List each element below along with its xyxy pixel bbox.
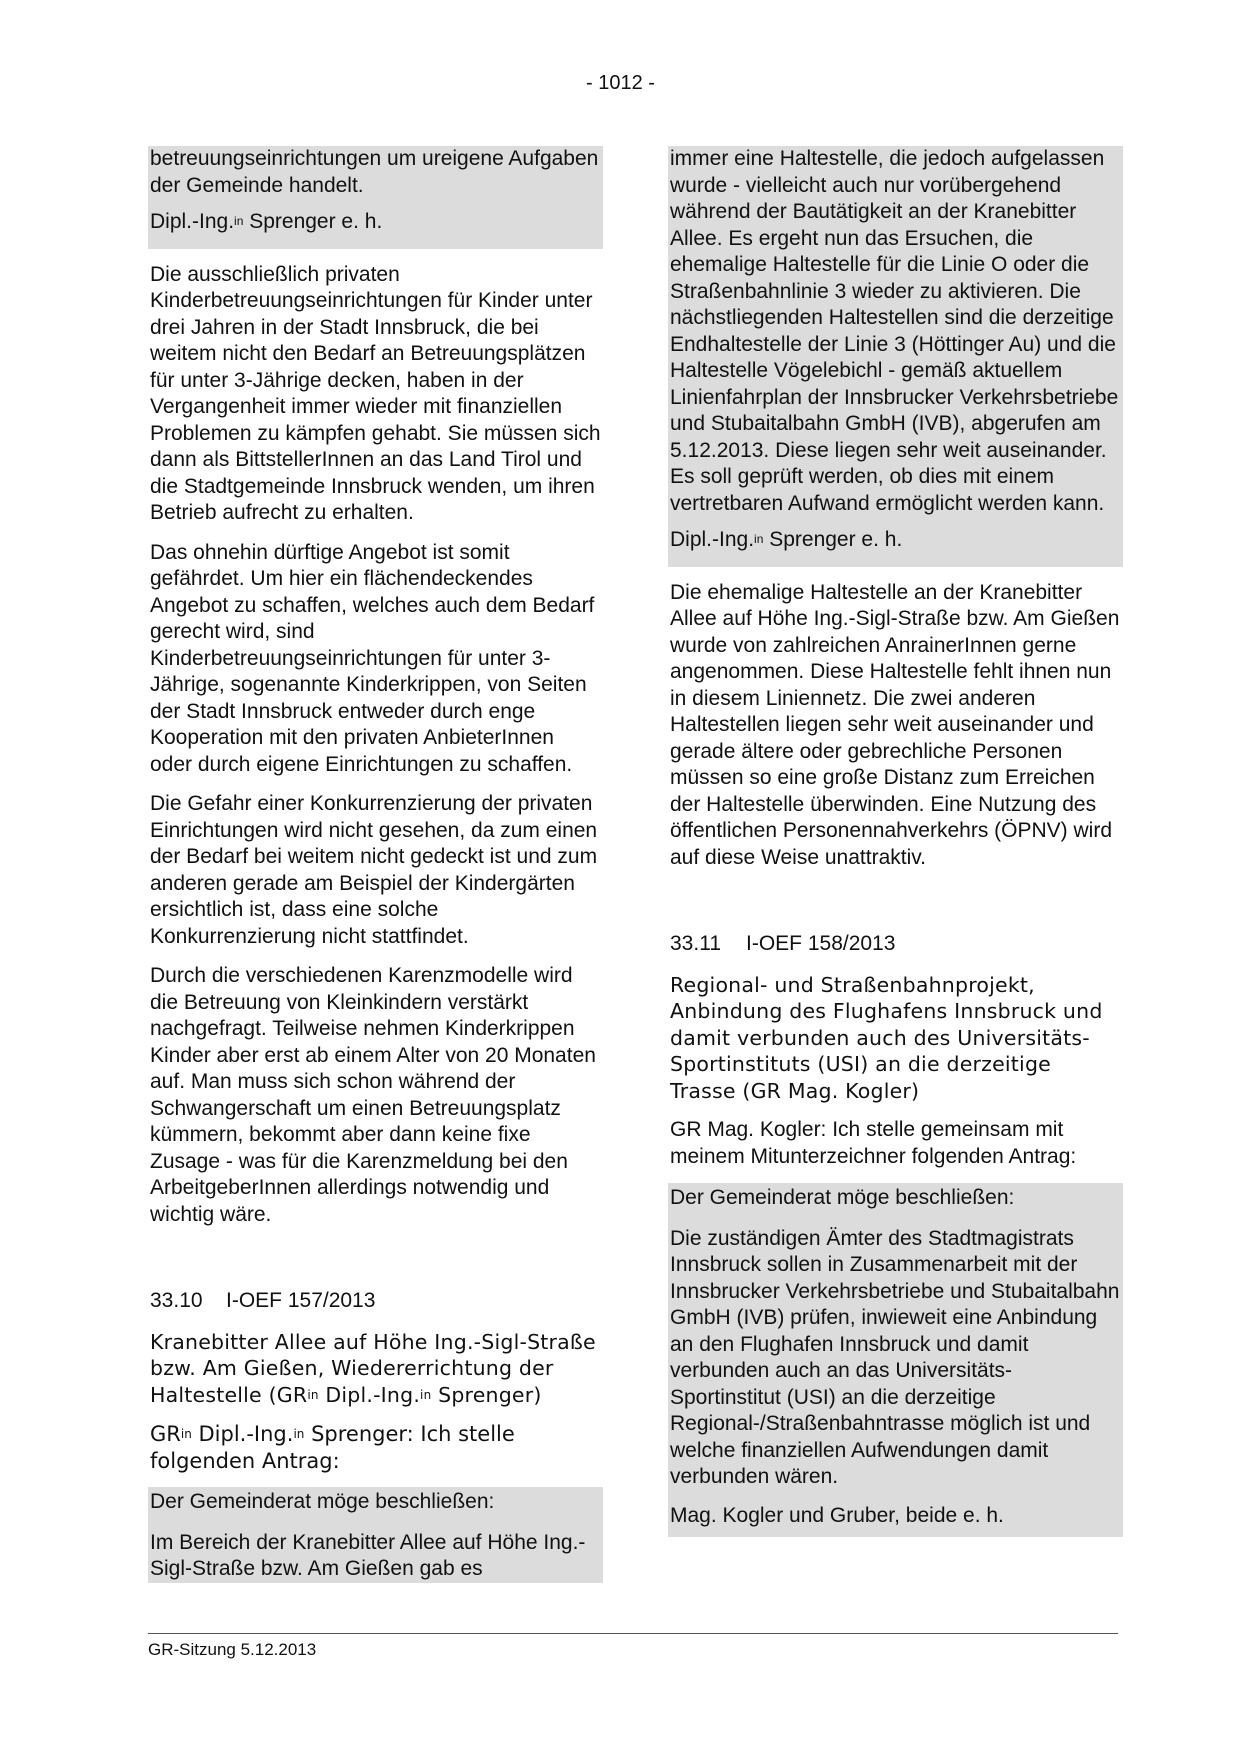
left-column — [148, 146, 603, 1596]
agenda-item-number: 33.10 — [150, 1289, 203, 1312]
justification-paragraph-1: Die ausschließlich privaten Kinderbetreuungseinrichtungen für Kinder unter drei Jahren in der Stadt Innsbruck, die bei weitem nicht den Bedarf an Betreuungsplätzen für unter 3-Jährige decken, haben in der Vergangenheit immer wieder mit finanziellen Problemen zu kämpfen gehabt. Sie müssen sich dann als BittstellerInnen an das Land Tirol und die Stadtgemeinde Innsbruck wenden, um ihren Betrieb aufrecht zu erhalten. — [150, 262, 601, 524]
right-column — [668, 146, 1123, 1550]
motion-text: Im Bereich der Kranebitter Allee auf Höhe Ing.-Sigl-Straße bzw. Am Gießen gab es — [148, 1518, 603, 1583]
agenda-item-title: Kranebitter Allee auf Höhe Ing.-Sigl-Straße bzw. Am Gießen, Wiedererrichtung der Haltestelle ($GR^{in}$ Dipl.-Ing.$^{in}$ Sprenger) — [150, 1329, 596, 1407]
councillor-statement: $GR^{in}$ Dipl.-Ing.$^{in}$ Sprenger: Ich stelle folgenden Antrag: — [150, 1422, 515, 1473]
continued-text-shaded: betreuungseinrichtungen um ureigene Aufgaben der Gemeinde handelt. — [148, 146, 603, 199]
agenda-item-code: I-OEF 157/2013 — [226, 1289, 376, 1312]
signature-sprenger-right: Dipl.-Ing.$^{in}$ Sprenger e. h. — [668, 517, 1123, 567]
motion-header: Der Gemeinderat möge beschließen: — [148, 1487, 603, 1518]
footer-session-date: GR-Sitzung 5.12.2013 — [148, 1640, 317, 1659]
motion-header-right: Der Gemeinderat möge beschließen: — [668, 1183, 1123, 1214]
motion-text-right: Die zuständigen Ämter des Stadtmagistrats Innsbruck sollen in Zusammenarbeit mit der Innsbrucker Verkehrsbetriebe und Stubaitalbahn GmbH (IVB) prüfen, inwieweit eine Anbindung an den Flughafen Innsbruck und damit verbunden auch an das Universitäts-Sportinstitut (USI) an die derzeitige Regional-/Straßenbahntrasse möglich ist und welche finanziellen Aufwendungen damit verbunden wären. — [668, 1214, 1123, 1491]
footer-rule — [148, 1633, 1118, 1634]
agenda-item-title-right: Regional- und Straßenbahnprojekt, Anbindung des Flughafens Innsbruck und damit verbunden auch des Universitäts-Sportinstituts (USI) an die derzeitige Trasse (GR Mag. Kogler) — [670, 972, 1103, 1103]
justification-paragraph-3: Die Gefahr einer Konkurrenzierung der privaten Einrichtungen wird nicht gesehen, da zum einen der Bedarf bei weitem nicht gedeckt ist und zum anderen gerade am Beispiel der Kindergärten ersichtlich ist, dass eine solche Konkurrenzierung nicht stattfindet. — [150, 792, 598, 948]
page-number: - 1012 - — [586, 72, 655, 94]
agenda-item-code-right: I-OEF 158/2013 — [746, 932, 896, 955]
justification-paragraph-2: Das ohnehin dürftige Angebot ist somit gefährdet. Um hier ein flächendeckendes Angebot zu schaffen, welches auch dem Bedarf gerecht wird, sind Kinderbetreuungseinrichtungen für unter 3-Jährige, sogenannte Kinderkrippen, von Seiten der Stadt Innsbruck entweder durch enge Kooperation mit den privaten AnbieterInnen oder durch eigene Einrichtungen zu schaffen. — [150, 540, 595, 776]
agenda-item-heading — [148, 1288, 603, 1315]
signature-sprenger: Dipl.-Ing.$^{in}$ Sprenger e. h. — [148, 199, 603, 249]
justification-paragraph-right: Die ehemalige Haltestelle an der Kranebitter Allee auf Höhe Ing.-Sigl-Straße bzw. Am Gießen wurde von zahlreichen AnrainerInnen gerne angenommen. Diese Haltestelle fehlt ihnen nun in diesem Liniennetz. Die zwei anderen Haltestellen liegen sehr weit auseinander und gerade ältere oder gebrechliche Personen müssen so eine große Distanz zum Erreichen der Haltestelle überwinden. Eine Nutzung des öffentlichen Personennahverkehrs (ÖPNV) wird auf diese Weise unattraktiv. — [670, 580, 1120, 869]
signature-kogler-gruber: Mag. Kogler und Gruber, beide e. h. — [668, 1491, 1123, 1538]
agenda-item-heading-right — [668, 931, 1123, 958]
councillor-statement-right: GR Mag. Kogler: Ich stelle gemeinsam mit meinem Mitunterzeichner folgenden Antrag: — [670, 1118, 1077, 1168]
justification-paragraph-4: Durch die verschiedenen Karenzmodelle wird die Betreuung von Kleinkindern verstärkt nachgefragt. Teilweise nehmen Kinderkrippen Kinder aber erst ab einem Alter von 20 Monaten auf. Man muss sich schon während der Schwangerschaft um einen Betreuungsplatz kümmern, bekommt aber dann keine fixe Zusage - was für die Karenzmeldung bei den ArbeitgeberInnen allerdings notwendig und wichtig wäre. — [150, 964, 596, 1226]
motion-continued-text: immer eine Haltestelle, die jedoch aufgelassen wurde - vielleicht auch nur vorübergehend während der Bautätigkeit an der Kranebitter Allee. Es ergeht nun das Ersuchen, die ehemalige Haltestelle für die Linie O oder die Straßenbahnlinie 3 wieder zu aktivieren. Die nächstliegenden Haltestellen sind die derzeitige Endhaltestelle der Linie 3 (Höttinger Au) und die Haltestelle Vögelebichl - gemäß aktuellem Linienfahrplan der Innsbrucker Verkehrsbetriebe und Stubaitalbahn GmbH (IVB), abgerufen am 5.12.2013. Diese liegen sehr weit auseinander. Es soll geprüft werden, ob dies mit einem vertretbaren Aufwand ermöglicht werden kann. — [668, 146, 1123, 517]
agenda-item-number-right: 33.11 — [670, 932, 721, 955]
